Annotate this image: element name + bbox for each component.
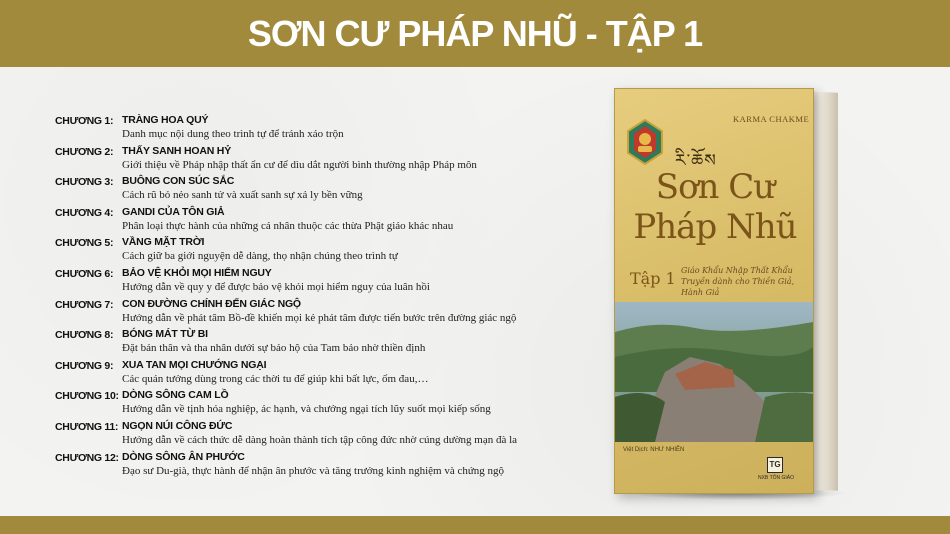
chapter-number: CHƯƠNG 3: [55, 176, 114, 189]
page-title: SƠN CƯ PHÁP NHŨ - TẬP 1 [247, 12, 703, 54]
chapter-body [122, 175, 575, 206]
chapter-number: CHƯƠNG 2: [55, 145, 114, 158]
chapter-body [122, 298, 575, 329]
header-band [0, 0, 950, 67]
chapter-title: VẦNG MẶT TRỜI [122, 236, 205, 249]
chapter-item [55, 451, 575, 482]
chapter-number: CHƯƠNG 12: [55, 451, 119, 464]
chapter-body [122, 236, 575, 267]
chapter-number: CHƯƠNG 10: [55, 390, 119, 403]
book-tibetan-title: རི་ཆོས [675, 151, 717, 171]
chapter-title: CON ĐƯỜNG CHÍNH ĐẾN GIÁC NGỘ [122, 297, 301, 310]
chapter-description: Phân loại thực hành của những cá nhân thuộc các thừa Phật giáo khác nhau [122, 219, 454, 232]
chapter-item [55, 420, 575, 451]
chapter-title: NGỌN NÚI CÔNG ĐỨC [122, 419, 233, 432]
chapter-number: CHƯƠNG 4: [55, 206, 114, 219]
chapter-body [122, 145, 575, 176]
chapter-description: Danh mục nội dung theo trình tự để tránh xáo trộn [122, 128, 344, 140]
chapter-item [55, 359, 575, 390]
chapter-description: Cách rũ bỏ nẻo sanh tử và xuất sanh sự xả ly bền vững [122, 189, 363, 202]
chapter-title: BÓNG MÁT TỪ BI [122, 328, 208, 341]
chapter-item [55, 206, 575, 237]
publisher-name: NXB TÔN GIÁO [757, 475, 795, 481]
chapter-list [55, 114, 575, 481]
publisher-logo: TG [767, 457, 783, 473]
chapter-item [55, 389, 575, 420]
chapter-body [122, 206, 575, 237]
chapter-description: Cách giữ ba giới nguyện dễ dàng, thọ nhận chúng theo trình tự [122, 250, 398, 263]
chapter-number: CHƯƠNG 8: [55, 329, 114, 342]
chapter-item [55, 175, 575, 206]
chapter-number: CHƯƠNG 7: [55, 298, 114, 311]
book-subtitle: Giáo Khẩu Nhập Thất Khẩu Truyền dành cho Thiền Giả, Hành Giả [681, 266, 795, 297]
chapter-description: Hướng dẫn về tịnh hóa nghiệp, ác hạnh, và chướng ngại tích lũy suốt mọi kiếp sống [122, 403, 491, 416]
chapter-title: GANDI CỦA TÔN GIẢ [122, 205, 225, 218]
chapter-title: DÒNG SÔNG ÂN PHƯỚC [122, 450, 245, 463]
chapter-title: BUÔNG CON SÚC SẮC [122, 175, 235, 188]
chapter-item [55, 298, 575, 329]
chapter-number: CHƯƠNG 5: [55, 237, 114, 250]
chapter-description: Hướng dẫn về phát tâm Bồ-đề khiến mọi kẻ phát tâm được tiến bước trên đường giác ngộ [122, 311, 517, 324]
footer-band [0, 516, 950, 534]
book-title-line1: Sơn Cư [655, 167, 775, 207]
chapter-body [122, 267, 575, 298]
chapter-description: Các quán tưởng dùng trong các thời tu để giúp khi bất lực, ốm đau,… [122, 372, 429, 385]
chapter-body [122, 359, 575, 390]
cover-photo [615, 302, 813, 442]
book-author: KARMA CHAKME [733, 114, 810, 124]
chapter-body [122, 420, 575, 451]
chapter-body [122, 451, 575, 482]
chapter-description: Đạo sư Du-già, thực hành để nhận ân phước và tăng trưởng kinh nghiệm và chứng ngộ [122, 464, 505, 477]
book-volume: Tập 1 [630, 269, 676, 288]
chapter-number: CHƯƠNG 9: [55, 359, 114, 372]
chapter-body [122, 114, 575, 145]
chapter-description: Đặt bản thân và tha nhân dưới sự bảo hộ của Tam bảo nhờ thiền định [122, 342, 426, 355]
chapter-item [55, 145, 575, 176]
chapter-title: THẤY SANH HOAN HỶ [122, 144, 231, 157]
chapter-number: CHƯƠNG 1: [55, 115, 114, 127]
book-translator: Việt Dịch: NHƯ NHIÊN [623, 447, 685, 453]
chapter-item [55, 328, 575, 359]
emblem-icon [625, 119, 665, 165]
chapter-item [55, 267, 575, 298]
chapter-description: Hướng dẫn về quy y để được bảo vệ khỏi mọi hiểm nguy của luân hồi [122, 280, 430, 293]
chapter-item [55, 114, 575, 145]
chapter-description: Hướng dẫn về cách thức dễ dàng hoàn thành tích tập công đức nhờ cúng dường mạn đà la [122, 433, 518, 446]
chapter-body [122, 328, 575, 359]
chapter-title: BẢO VỆ KHỎI MỌI HIỂM NGUY [122, 266, 272, 279]
chapter-title: TRÀNG HOA QUÝ [122, 114, 209, 126]
chapter-number: CHƯƠNG 11: [55, 420, 119, 433]
chapter-description: Giới thiệu về Pháp nhập thất ẩn cư để dìu dắt người bình thường nhập Pháp môn [122, 158, 477, 171]
chapter-body [122, 389, 575, 420]
book-cover [614, 88, 814, 494]
chapter-item [55, 236, 575, 267]
chapter-title: DÒNG SÔNG CAM LỒ [122, 389, 229, 402]
chapter-number: CHƯƠNG 6: [55, 267, 114, 280]
book-title-line2: Pháp Nhũ [633, 207, 797, 247]
chapter-title: XUA TAN MỌI CHƯỚNG NGẠI [122, 358, 267, 371]
